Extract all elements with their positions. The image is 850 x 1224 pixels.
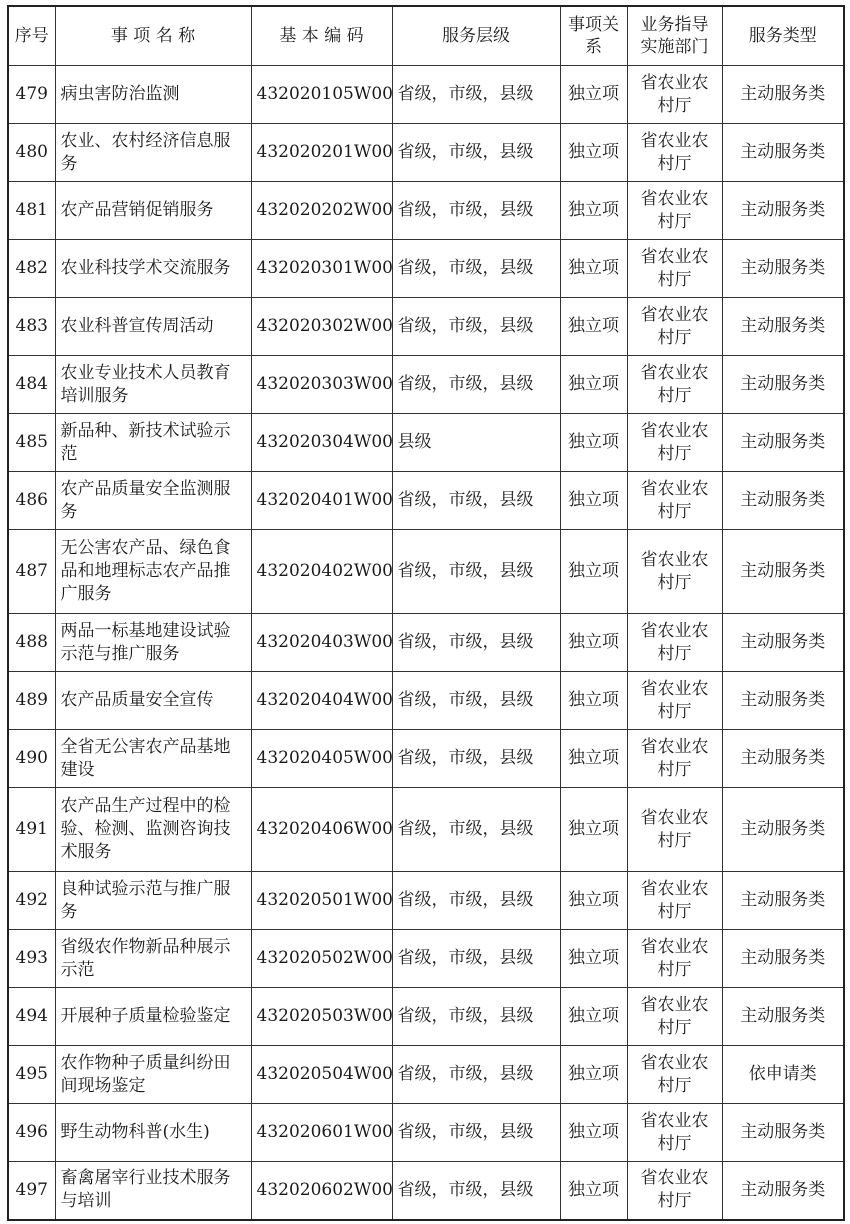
row-no: 480: [8, 124, 55, 182]
row-dept: 省农业农村厅: [627, 988, 722, 1046]
row-code: 432020602W00: [251, 1162, 392, 1220]
row-level: 县级: [392, 414, 560, 472]
row-level: 省级，市级，县级: [392, 788, 560, 872]
row-name: 农产品营销促销服务: [55, 182, 251, 240]
row-name: 省级农作物新品种展示示范: [55, 930, 251, 988]
row-code: 432020105W00: [251, 66, 392, 124]
row-name: 野生动物科普(水生): [55, 1104, 251, 1162]
row-no: 495: [8, 1046, 55, 1104]
row-no: 484: [8, 356, 55, 414]
row-no: 493: [8, 930, 55, 988]
row-relation: 独立项: [560, 356, 627, 414]
row-type: 主动服务类: [722, 788, 844, 872]
row-type: 主动服务类: [722, 988, 844, 1046]
row-dept: 省农业农村厅: [627, 124, 722, 182]
row-type: 主动服务类: [722, 1162, 844, 1220]
row-type: 主动服务类: [722, 472, 844, 530]
row-type: 主动服务类: [722, 614, 844, 672]
row-level: 省级，市级，县级: [392, 124, 560, 182]
table-header-row: [8, 6, 844, 66]
row-type: 主动服务类: [722, 298, 844, 356]
row-level: 省级，市级，县级: [392, 988, 560, 1046]
row-relation: 独立项: [560, 930, 627, 988]
row-name: 良种试验示范与推广服务: [55, 872, 251, 930]
row-relation: 独立项: [560, 1162, 627, 1220]
row-no: 488: [8, 614, 55, 672]
row-type: 主动服务类: [722, 930, 844, 988]
row-level: 省级，市级，县级: [392, 1162, 560, 1220]
row-code: 432020405W00: [251, 730, 392, 788]
row-no: 483: [8, 298, 55, 356]
row-code: 432020503W00: [251, 988, 392, 1046]
table-row: [8, 1104, 844, 1162]
row-code: 432020404W00: [251, 672, 392, 730]
row-dept: 省农业农村厅: [627, 298, 722, 356]
row-code: 432020401W00: [251, 472, 392, 530]
row-dept: 省农业农村厅: [627, 788, 722, 872]
row-relation: 独立项: [560, 124, 627, 182]
header-dept: 业务指导实施部门: [627, 6, 722, 66]
row-type: 主动服务类: [722, 414, 844, 472]
row-dept: 省农业农村厅: [627, 66, 722, 124]
row-no: 481: [8, 182, 55, 240]
row-level: 省级，市级，县级: [392, 1104, 560, 1162]
row-relation: 独立项: [560, 672, 627, 730]
header-no: 序号: [8, 6, 55, 66]
table-body: [8, 66, 844, 1220]
row-name: 农产品生产过程中的检验、检测、监测咨询技术服务: [55, 788, 251, 872]
row-dept: 省农业农村厅: [627, 182, 722, 240]
row-name: 无公害农产品、绿色食品和地理标志农产品推广服务: [55, 530, 251, 614]
row-dept: 省农业农村厅: [627, 414, 722, 472]
table-row: [8, 182, 844, 240]
row-relation: 独立项: [560, 66, 627, 124]
header-type: 服务类型: [722, 6, 844, 66]
table-row: [8, 730, 844, 788]
table-row: [8, 672, 844, 730]
row-dept: 省农业农村厅: [627, 356, 722, 414]
row-code: 432020201W00: [251, 124, 392, 182]
row-name: 农业科技学术交流服务: [55, 240, 251, 298]
table-row: [8, 66, 844, 124]
row-no: 494: [8, 988, 55, 1046]
table-row: [8, 124, 844, 182]
row-level: 省级，市级，县级: [392, 66, 560, 124]
row-type: 主动服务类: [722, 240, 844, 298]
row-level: 省级，市级，县级: [392, 614, 560, 672]
header-code: 基 本 编 码: [251, 6, 392, 66]
row-name: 开展种子质量检验鉴定: [55, 988, 251, 1046]
service-items-table: [7, 5, 845, 1221]
row-dept: 省农业农村厅: [627, 472, 722, 530]
table-row: [8, 930, 844, 988]
row-dept: 省农业农村厅: [627, 1046, 722, 1104]
row-dept: 省农业农村厅: [627, 530, 722, 614]
table-row: [8, 788, 844, 872]
row-dept: 省农业农村厅: [627, 1162, 722, 1220]
row-type: 主动服务类: [722, 66, 844, 124]
row-relation: 独立项: [560, 182, 627, 240]
row-type: 主动服务类: [722, 124, 844, 182]
row-level: 省级，市级，县级: [392, 182, 560, 240]
table-row: [8, 414, 844, 472]
row-name: 农业、农村经济信息服务: [55, 124, 251, 182]
row-dept: 省农业农村厅: [627, 730, 722, 788]
header-relation: 事项关系: [560, 6, 627, 66]
row-name: 农产品质量安全宣传: [55, 672, 251, 730]
row-relation: 独立项: [560, 788, 627, 872]
row-code: 432020301W00: [251, 240, 392, 298]
row-name: 两品一标基地建设试验示范与推广服务: [55, 614, 251, 672]
row-dept: 省农业农村厅: [627, 614, 722, 672]
row-no: 482: [8, 240, 55, 298]
row-level: 省级，市级，县级: [392, 672, 560, 730]
table-row: [8, 298, 844, 356]
row-dept: 省农业农村厅: [627, 240, 722, 298]
row-code: 432020601W00: [251, 1104, 392, 1162]
row-no: 479: [8, 66, 55, 124]
table-row: [8, 872, 844, 930]
row-relation: 独立项: [560, 530, 627, 614]
row-relation: 独立项: [560, 298, 627, 356]
row-dept: 省农业农村厅: [627, 930, 722, 988]
row-level: 省级，市级，县级: [392, 240, 560, 298]
row-name: 全省无公害农产品基地建设: [55, 730, 251, 788]
table-row: [8, 472, 844, 530]
row-type: 依申请类: [722, 1046, 844, 1104]
row-level: 省级，市级，县级: [392, 356, 560, 414]
row-type: 主动服务类: [722, 356, 844, 414]
row-name: 农业专业技术人员教育培训服务: [55, 356, 251, 414]
row-no: 490: [8, 730, 55, 788]
table-row: [8, 1162, 844, 1220]
row-level: 省级，市级，县级: [392, 472, 560, 530]
row-type: 主动服务类: [722, 730, 844, 788]
row-name: 畜禽屠宰行业技术服务与培训: [55, 1162, 251, 1220]
row-dept: 省农业农村厅: [627, 672, 722, 730]
row-code: 432020502W00: [251, 930, 392, 988]
table-row: [8, 356, 844, 414]
row-relation: 独立项: [560, 872, 627, 930]
row-relation: 独立项: [560, 1046, 627, 1104]
row-code: 432020406W00: [251, 788, 392, 872]
row-no: 491: [8, 788, 55, 872]
row-relation: 独立项: [560, 730, 627, 788]
row-type: 主动服务类: [722, 672, 844, 730]
row-relation: 独立项: [560, 1104, 627, 1162]
row-code: 432020303W00: [251, 356, 392, 414]
table-row: [8, 240, 844, 298]
row-type: 主动服务类: [722, 182, 844, 240]
row-no: 497: [8, 1162, 55, 1220]
row-name: 农产品质量安全监测服务: [55, 472, 251, 530]
row-no: 489: [8, 672, 55, 730]
header-level: 服务层级: [392, 6, 560, 66]
row-dept: 省农业农村厅: [627, 872, 722, 930]
row-relation: 独立项: [560, 614, 627, 672]
table-row: [8, 530, 844, 614]
row-relation: 独立项: [560, 240, 627, 298]
row-code: 432020302W00: [251, 298, 392, 356]
row-no: 485: [8, 414, 55, 472]
row-type: 主动服务类: [722, 872, 844, 930]
row-name: 病虫害防治监测: [55, 66, 251, 124]
table-row: [8, 614, 844, 672]
row-dept: 省农业农村厅: [627, 1104, 722, 1162]
row-relation: 独立项: [560, 472, 627, 530]
row-no: 492: [8, 872, 55, 930]
table-row: [8, 988, 844, 1046]
row-name: 农业科普宣传周活动: [55, 298, 251, 356]
row-code: 432020402W00: [251, 530, 392, 614]
row-code: 432020304W00: [251, 414, 392, 472]
row-level: 省级，市级，县级: [392, 872, 560, 930]
row-level: 省级，市级，县级: [392, 930, 560, 988]
row-code: 432020202W00: [251, 182, 392, 240]
row-type: 主动服务类: [722, 530, 844, 614]
row-no: 486: [8, 472, 55, 530]
row-name: 新品种、新技术试验示范: [55, 414, 251, 472]
row-code: 432020403W00: [251, 614, 392, 672]
row-code: 432020504W00: [251, 1046, 392, 1104]
row-level: 省级，市级，县级: [392, 730, 560, 788]
row-level: 省级，市级，县级: [392, 1046, 560, 1104]
row-no: 487: [8, 530, 55, 614]
row-code: 432020501W00: [251, 872, 392, 930]
row-level: 省级，市级，县级: [392, 530, 560, 614]
row-no: 496: [8, 1104, 55, 1162]
row-relation: 独立项: [560, 988, 627, 1046]
row-name: 农作物种子质量纠纷田间现场鉴定: [55, 1046, 251, 1104]
row-relation: 独立项: [560, 414, 627, 472]
header-name: 事 项 名 称: [55, 6, 251, 66]
row-type: 主动服务类: [722, 1104, 844, 1162]
table-row: [8, 1046, 844, 1104]
row-level: 省级，市级，县级: [392, 298, 560, 356]
